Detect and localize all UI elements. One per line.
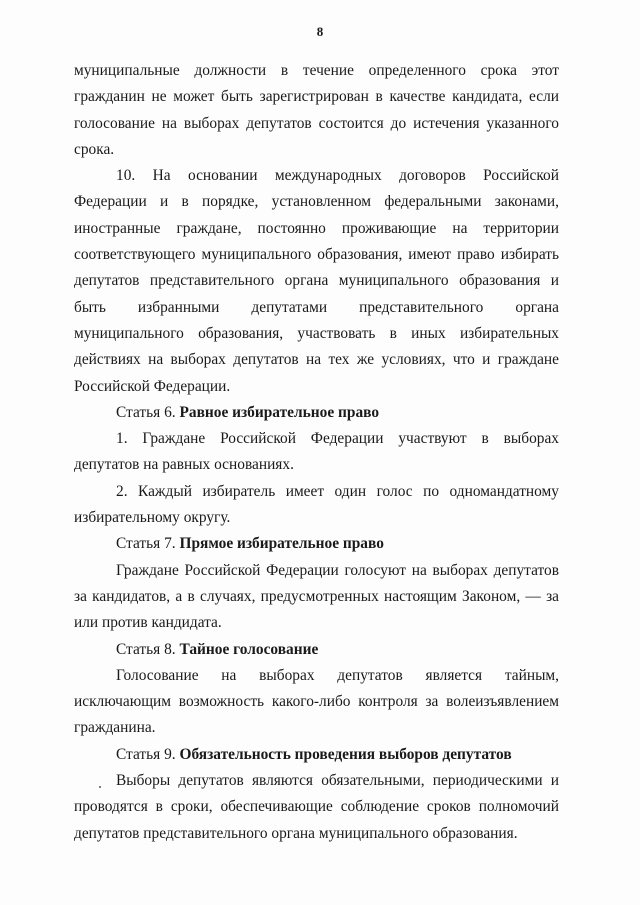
page-number: 8 <box>316 24 324 39</box>
article-8-paragraph: Голосование на выборах депутатов является тайным, исключающим возможность какого-либо контроля за волеизъявлением гражданина. <box>74 666 559 737</box>
article-7-title: Прямое избирательное право <box>179 535 384 553</box>
article-6-heading <box>74 400 559 426</box>
article-9-paragraph: Выборы депутатов являются обязательными, периодическими и проводятся в сроки, обеспечивающие соблюдение сроков полномочий депутатов представительного органа муниципального образования. <box>74 772 559 842</box>
paragraph-continuation: муниципальные должности в течение определенного срока этот гражданин не может быть зарегистрирован в качестве кандидата, если голосование на выборах депутатов состоится до истечения указанного срока. <box>74 62 559 158</box>
article-6-paragraph-2: 2. Каждый избиратель имеет один голос по одномандатному избирательному округу. <box>74 482 559 527</box>
article-8-title: Тайное голосование <box>179 640 319 658</box>
article-6-title: Равное избирательное право <box>179 403 380 421</box>
article-6-paragraph-1: 1. Граждане Российской Федерации участвуют в выборах депутатов на равных основаниях. <box>74 430 559 474</box>
paragraph-10: 10. На основании международных договоров Российской Федерации и в порядке, установленном федеральными законами, иностранные граждане, постоянно проживающие на территории соответствующего муниципального образования, имеют право избирать депутатов представительного органа муниципального образования и быть избранными депутатами представительного органа муниципального образования, участвовать в иных избирательных действиях на выборах депутатов на тех же условиях, что и граждане Российской Федерации. <box>74 167 559 395</box>
article-9-prefix: Статья 9. <box>116 745 180 763</box>
scan-speck <box>99 786 101 788</box>
article-6-prefix: Статья 6. <box>116 403 180 421</box>
document-body <box>74 58 559 847</box>
article-8-prefix: Статья 8. <box>116 640 180 658</box>
article-9-heading <box>74 742 559 768</box>
article-7-prefix: Статья 7. <box>116 535 180 553</box>
article-9-title: Обязательность проведения выборов депутатов <box>179 745 512 763</box>
article-7-heading <box>74 531 559 557</box>
article-8-heading <box>74 637 559 663</box>
article-7-paragraph: Граждане Российской Федерации голосуют на выборах депутатов за кандидатов, а в случаях, предусмотренных настоящим Законом, — за или против кандидата. <box>74 561 559 632</box>
